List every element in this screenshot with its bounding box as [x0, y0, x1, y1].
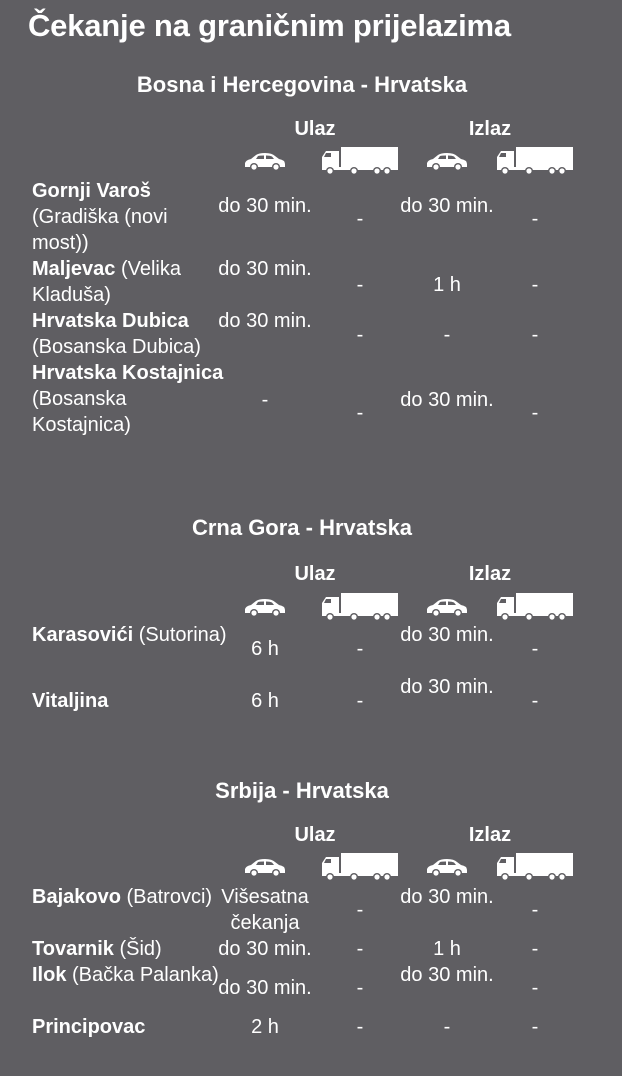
entry-car-wait: 6 h: [251, 638, 279, 660]
crossing-name: Maljevac: [32, 258, 116, 280]
exit-label: Izlaz: [468, 118, 512, 140]
crossing-name: Karasovići: [32, 624, 134, 646]
crossing-name: Ilok: [32, 964, 67, 986]
exit-car-wait: do 30 min.: [400, 676, 494, 698]
crossing-location: (Velika Kladuša): [32, 258, 181, 306]
exit-car-wait: do 30 min.: [400, 195, 494, 217]
crossing-location: (Gradiška (novi most)): [32, 206, 168, 254]
entry-car-wait: do 30 min.: [218, 310, 312, 332]
crossing-location: (Bosanska Dubica): [32, 336, 201, 358]
entry-car-wait: do 30 min.: [218, 258, 312, 280]
exit-truck-wait: -: [531, 690, 539, 712]
crossing-name: Vitaljina: [32, 690, 109, 712]
exit-truck-wait: -: [531, 899, 539, 921]
entry-truck-wait: -: [356, 1016, 364, 1038]
entry-label: Ulaz: [294, 824, 336, 846]
entry-car-wait: 6 h: [251, 690, 279, 712]
exit-truck-wait: -: [531, 977, 539, 999]
exit-car-wait: -: [443, 1016, 451, 1038]
crossing-name-block: [32, 884, 232, 910]
exit-truck-wait: -: [531, 1016, 539, 1038]
exit-car-wait: do 30 min.: [400, 624, 494, 646]
crossing-name: Hrvatska Dubica: [32, 310, 189, 332]
entry-truck-wait: -: [356, 899, 364, 921]
crossing-location: (Batrovci): [126, 886, 213, 908]
exit-car-wait: 1 h: [433, 938, 461, 960]
crossing-name: Bajakovo: [32, 886, 121, 908]
entry-car-wait: do 30 min.: [218, 977, 312, 999]
crossing-location: (Sutorina): [138, 624, 227, 646]
exit-car-wait: do 30 min.: [400, 964, 494, 986]
entry-car-wait: do 30 min.: [218, 938, 312, 960]
entry-truck-wait: -: [356, 324, 364, 346]
exit-truck-wait: -: [531, 208, 539, 230]
exit-truck-wait: -: [531, 324, 539, 346]
crossing-location: (Bačka Palanka): [72, 964, 219, 986]
car-icon: [425, 858, 469, 883]
entry-car-wait: 2 h: [251, 1016, 279, 1038]
entry-car-wait: Višesatna čekanja: [221, 886, 309, 934]
exit-label: Izlaz: [468, 563, 512, 585]
entry-label: Ulaz: [294, 118, 336, 140]
exit-car-wait: do 30 min.: [400, 389, 494, 411]
exit-car-wait: do 30 min.: [400, 886, 494, 908]
car-icon: [243, 598, 287, 623]
car-icon: [243, 152, 287, 177]
entry-truck-wait: -: [356, 208, 364, 230]
truck-icon: [321, 146, 399, 181]
crossing-location: (Šid): [119, 938, 162, 960]
entry-truck-wait: -: [356, 690, 364, 712]
exit-car-wait: 1 h: [433, 274, 461, 296]
car-icon: [243, 858, 287, 883]
truck-icon: [496, 592, 574, 627]
crossing-name-block: [32, 962, 232, 988]
exit-truck-wait: -: [531, 638, 539, 660]
crossing-name-block: [32, 256, 228, 308]
entry-truck-wait: -: [356, 274, 364, 296]
exit-truck-wait: -: [531, 274, 539, 296]
crossing-name: Hrvatska Kostajnica: [32, 362, 224, 384]
exit-car-wait: -: [443, 324, 451, 346]
section-title: Crna Gora - Hrvatska: [191, 515, 413, 540]
entry-truck-wait: -: [356, 977, 364, 999]
section-title: Srbija - Hrvatska: [215, 778, 389, 803]
exit-truck-wait: -: [531, 938, 539, 960]
crossing-name: Gornji Varoš: [32, 180, 151, 202]
crossing-location: (Bosanska Kostajnica): [32, 388, 131, 436]
entry-label: Ulaz: [294, 563, 336, 585]
entry-car-wait: do 30 min.: [218, 195, 312, 217]
crossing-name: Tovarnik: [32, 938, 114, 960]
truck-icon: [496, 146, 574, 181]
entry-truck-wait: -: [356, 638, 364, 660]
entry-truck-wait: -: [356, 938, 364, 960]
truck-icon: [321, 852, 399, 887]
car-icon: [425, 152, 469, 177]
truck-icon: [321, 592, 399, 627]
car-icon: [425, 598, 469, 623]
exit-truck-wait: -: [531, 402, 539, 424]
exit-label: Izlaz: [468, 824, 512, 846]
crossing-name-block: [32, 308, 228, 360]
page-title: Čekanje na graničnim prijelazima: [28, 8, 511, 43]
entry-truck-wait: -: [356, 402, 364, 424]
truck-icon: [496, 852, 574, 887]
crossing-name: Principovac: [32, 1016, 146, 1038]
section-title: Bosna i Hercegovina - Hrvatska: [136, 72, 468, 97]
entry-car-wait: -: [261, 389, 269, 411]
crossing-name-block: [32, 936, 232, 962]
crossing-name-block: [32, 178, 228, 256]
